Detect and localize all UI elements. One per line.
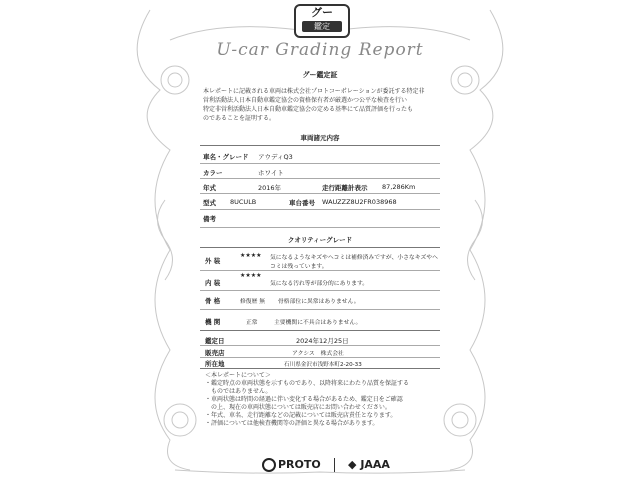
divider xyxy=(200,330,440,331)
name-value: アウディQ3 xyxy=(258,153,293,161)
frame-text: 骨格部位に異常はありません。 xyxy=(278,299,360,305)
exterior-text-2: コミは残っています。 xyxy=(270,264,328,270)
divider xyxy=(200,145,440,146)
divider xyxy=(200,209,440,210)
date-label: 鑑定日 xyxy=(205,337,225,345)
interior-stars: ★★★★ xyxy=(240,272,262,279)
vin-label: 車台番号 xyxy=(289,199,315,207)
year-value: 2016年 xyxy=(258,184,282,192)
note-line: ・評価については他検査機関等の評価と異なる場合があります。 xyxy=(205,420,379,427)
interior-text: 気になる汚れ等が部分的にあります。 xyxy=(270,281,369,287)
jaaa-logo-text: JAAA xyxy=(360,458,390,471)
exterior-text-1: 気になるようなキズやヘコミは補修済みですが、小さなキズやヘ xyxy=(270,255,438,261)
color-value: ホワイト xyxy=(258,169,284,177)
date-value: 2024年12月25日 xyxy=(296,337,349,345)
intro-line: 本レポートに記載される車両は株式会社プロトコーポレーションが委託する特定非 xyxy=(203,88,425,95)
note-line: ・車両状態は時間の経過に伴い変化する場合があるため、鑑定日をご確認 xyxy=(205,396,403,403)
name-label: 車名・グレード xyxy=(203,153,249,161)
year-label: 年式 xyxy=(203,184,216,192)
jaaa-icon: ◆ xyxy=(348,458,357,471)
engine-text: 主要機関に不具合はありません。 xyxy=(274,320,362,326)
engine-status: 正常 xyxy=(246,320,258,326)
note-line: ・鑑定時点の車両状態を示すものであり、以降将来にわたり品質を保証する xyxy=(205,380,410,387)
model-label: 型式 xyxy=(203,199,216,207)
frame-label: 骨 格 xyxy=(205,297,221,305)
badge-line2: 鑑定 xyxy=(302,21,342,32)
notes-title: ＜本レポートについて＞ xyxy=(205,372,271,379)
jaaa-logo xyxy=(348,458,390,471)
note-line: ものではありません。 xyxy=(205,388,272,395)
divider xyxy=(200,247,440,248)
divider xyxy=(200,290,440,291)
proto-logo-text: PROTO xyxy=(278,458,321,471)
certificate-subtitle: グー鑑定証 xyxy=(302,71,338,79)
remarks-label: 備考 xyxy=(203,215,216,223)
vin-value: WAUZZZ8U2FR038968 xyxy=(322,198,397,206)
proto-logo xyxy=(262,458,321,472)
proto-icon xyxy=(262,458,276,472)
divider xyxy=(200,178,440,179)
model-value: 8UCULB xyxy=(230,198,257,206)
store-label: 販売店 xyxy=(205,349,225,357)
exterior-stars: ★★★★ xyxy=(240,252,262,259)
exterior-label: 外 装 xyxy=(205,257,221,265)
note-line: の上、現在の車両状態については販売店にお問い合わせください。 xyxy=(205,404,391,411)
divider xyxy=(200,345,440,346)
vehicle-section-title: 車両諸元内容 xyxy=(300,134,340,142)
mileage-label: 走行距離計表示 xyxy=(322,184,368,192)
badge-line1: グー xyxy=(311,6,333,19)
mileage-value: 87,286Km xyxy=(382,183,416,191)
intro-line: 営利活動法人日本自動車鑑定協会の資格保有者が厳選かつ公平な検査を行い xyxy=(203,97,408,104)
divider xyxy=(200,163,440,164)
interior-label: 内 装 xyxy=(205,279,221,287)
intro-text xyxy=(203,87,443,123)
address-value: 石川県金沢市浅野本町2-20-33 xyxy=(284,362,362,368)
intro-line: のであることを証明する。 xyxy=(203,115,276,122)
note-line: ・年式、車名、走行距離などの記載については販売店責任となります。 xyxy=(205,412,397,419)
divider xyxy=(200,357,440,358)
report-title: U-car Grading Report xyxy=(216,40,424,60)
divider xyxy=(200,193,440,194)
intro-line: 特定非営利活動法人日本自動車鑑定協会の定める基準にて品質評価を行ったも xyxy=(203,106,414,113)
divider xyxy=(200,368,440,369)
frame-status: 修復歴 無 xyxy=(240,299,266,305)
divider xyxy=(200,309,440,310)
divider xyxy=(200,270,440,271)
address-label: 所在地 xyxy=(205,360,225,368)
engine-label: 機 関 xyxy=(205,318,221,326)
color-label: カラー xyxy=(203,169,223,177)
divider xyxy=(200,227,440,228)
logo-divider xyxy=(334,458,335,472)
store-value: アクシス 株式会社 xyxy=(292,351,344,357)
goo-appraisal-badge xyxy=(294,4,350,38)
quality-section-title: クオリティーグレード xyxy=(287,236,353,244)
